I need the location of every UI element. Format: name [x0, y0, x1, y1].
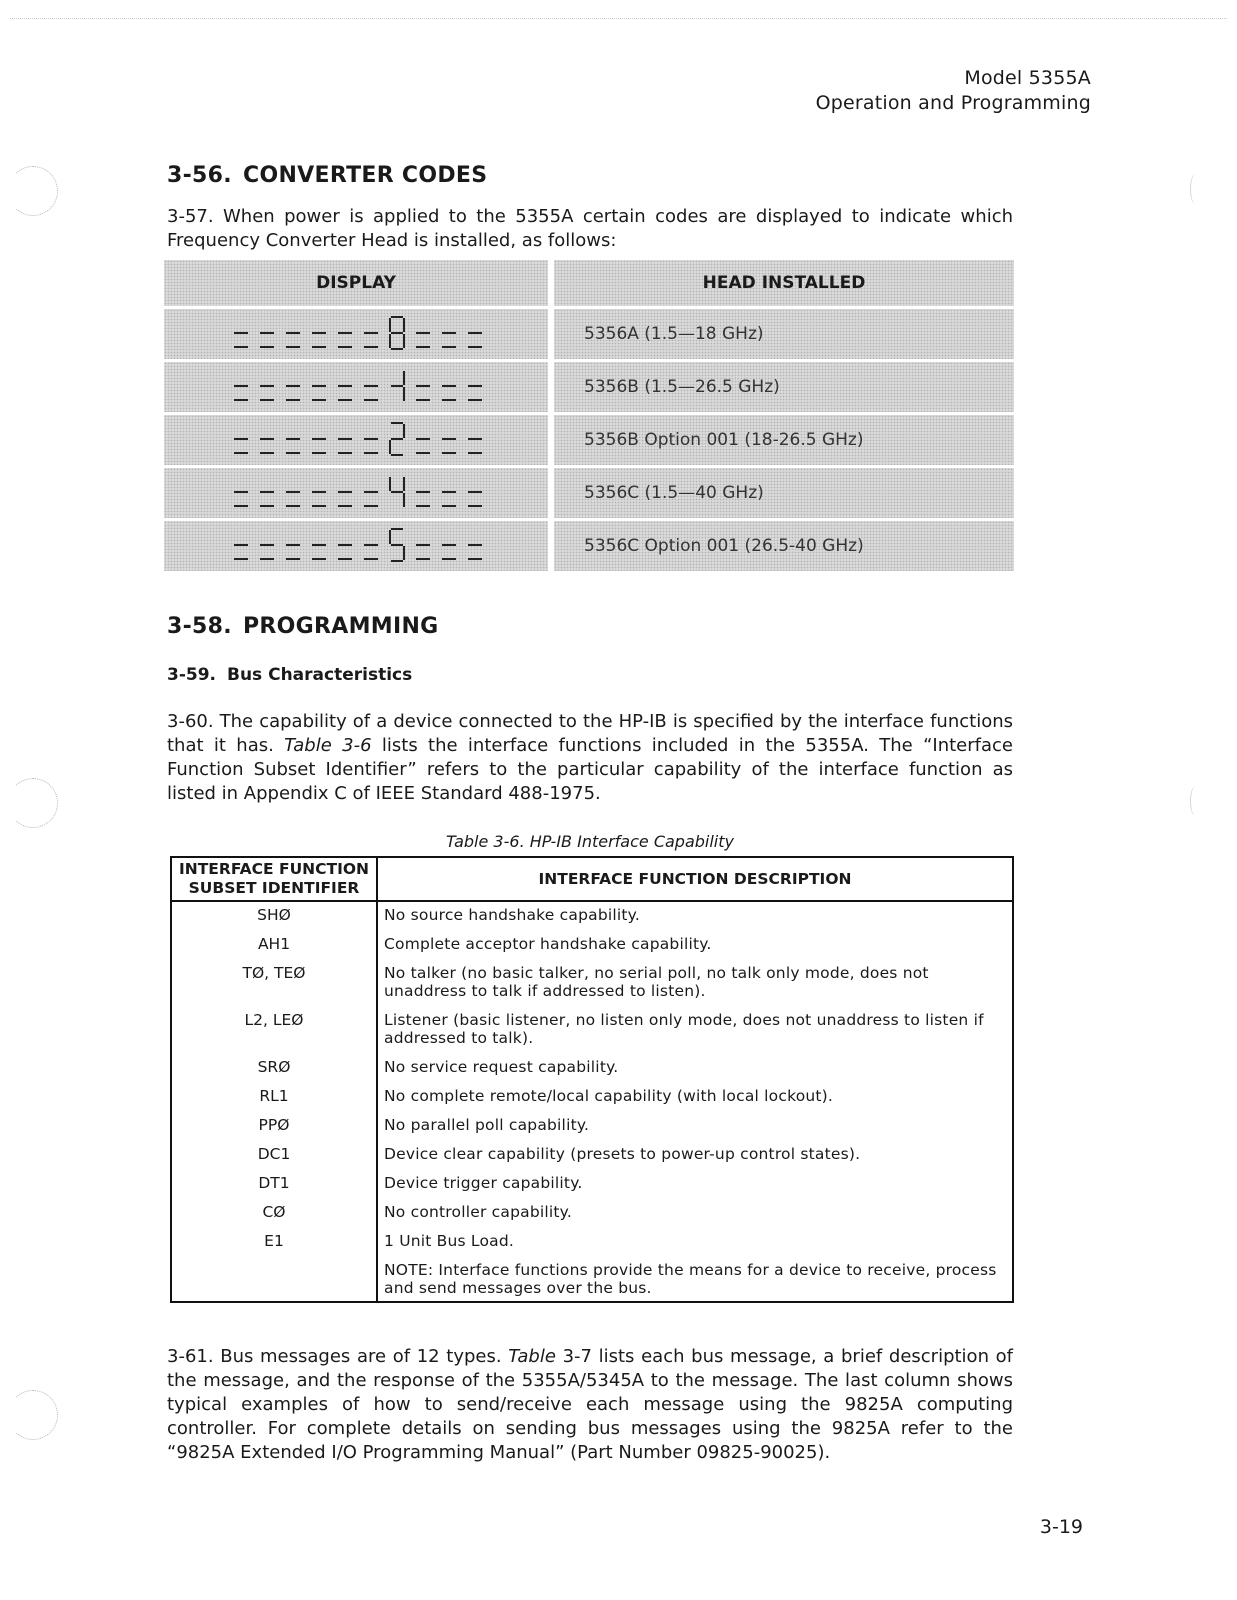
paragraph-text: lists the interface functions included in the 5355A. The “Interface Function Subset Identifier” refers to the particular capability of the interface function as listed in Appendix C of IEEE Standard 488-1975. — [167, 735, 1013, 804]
seven-segment-display — [232, 525, 502, 565]
subset-identifier — [171, 1261, 377, 1302]
punch-hole-mark — [8, 1390, 58, 1440]
table-row — [171, 1116, 1013, 1145]
subset-identifier: L2, LEØ — [171, 1011, 377, 1058]
function-description: Listener (basic listener, no listen only mode, does not unaddress to listen if addressed to talk). — [384, 1011, 984, 1047]
hpib-interface-capability-table — [170, 856, 1014, 1303]
function-description: No complete remote/local capability (with local lockout). — [384, 1087, 834, 1105]
section-number: 3-58. — [167, 614, 232, 639]
section-title: PROGRAMMING — [243, 614, 439, 639]
header-line: INTERFACE FUNCTION — [178, 860, 369, 878]
header-model: Model 5355A — [964, 67, 1091, 89]
converter-row — [164, 415, 1014, 465]
seven-segment-display — [232, 472, 502, 512]
seven-segment-display — [232, 366, 502, 406]
head-installed-cell: 5356A (1.5—18 GHz) — [554, 309, 1014, 359]
subset-identifier: SHØ — [171, 901, 377, 935]
table-row — [171, 1087, 1013, 1116]
table-row — [171, 1058, 1013, 1087]
page-number: 3-19 — [1039, 1516, 1083, 1538]
scan-edge — [10, 18, 1227, 19]
subset-identifier: CØ — [171, 1203, 377, 1232]
table-row — [171, 1145, 1013, 1174]
paragraph-text: 3-7 lists each bus message, a brief description of the message, and the response of the 5355A/5345A to the message. The last column shows typical examples of how to send/receive each message using the 9825A computing controller. For complete details on sending bus messages using the 9825A refer to the “9825A Extended I/O Programming Manual” (Part Number 09825-90025). — [167, 1346, 1013, 1463]
function-description: Device trigger capability. — [384, 1174, 583, 1192]
function-description: 1 Unit Bus Load. — [384, 1232, 515, 1250]
seven-segment-display — [232, 313, 502, 353]
function-description-header: INTERFACE FUNCTION DESCRIPTION — [377, 857, 1013, 901]
section-number: 3-56. — [167, 163, 232, 188]
margin-mark — [1190, 174, 1201, 204]
table-row — [171, 1232, 1013, 1261]
display-cell — [164, 468, 548, 518]
function-description: No service request capability. — [384, 1058, 619, 1076]
head-installed-cell: 5356C Option 001 (26.5-40 GHz) — [554, 521, 1014, 571]
table-reference: Table — [508, 1346, 556, 1367]
header-line: SUBSET IDENTIFIER — [188, 879, 360, 897]
paragraph-text: 3-60. The capability of a device connected to the HP-IB is specified by the interface functions that it has. — [167, 711, 1013, 756]
table-row — [171, 901, 1013, 935]
subset-identifier: E1 — [171, 1232, 377, 1261]
page-header — [816, 66, 1091, 116]
table-row — [171, 1174, 1013, 1203]
paragraph-3-61 — [167, 1345, 1013, 1465]
subset-identifier: TØ, TEØ — [171, 964, 377, 1011]
head-installed-cell: 5356C (1.5—40 GHz) — [554, 468, 1014, 518]
header-subtitle: Operation and Programming — [815, 92, 1091, 114]
converter-table-header — [164, 260, 1014, 306]
converter-row — [164, 362, 1014, 412]
converter-row — [164, 468, 1014, 518]
margin-mark — [1190, 786, 1201, 816]
subset-identifier: PPØ — [171, 1116, 377, 1145]
subsection-title: Bus Characteristics — [227, 665, 413, 685]
subsection-number: 3-59. — [167, 665, 216, 685]
converter-row — [164, 309, 1014, 359]
display-cell — [164, 362, 548, 412]
subset-identifier-header — [171, 857, 377, 901]
subset-identifier: SRØ — [171, 1058, 377, 1087]
table-reference: Table 3-6 — [284, 735, 372, 756]
table-caption: Table 3-6. HP-IB Interface Capability — [446, 832, 734, 851]
paragraph-text: 3-61. Bus messages are of 12 types. — [167, 1346, 509, 1367]
table-row — [171, 935, 1013, 964]
paragraph-3-60 — [167, 710, 1013, 806]
section-heading-converter-codes — [167, 163, 487, 188]
punch-hole-mark — [8, 778, 58, 828]
function-description: No controller capability. — [384, 1203, 572, 1221]
head-installed-cell: 5356B Option 001 (18-26.5 GHz) — [554, 415, 1014, 465]
table-row — [171, 1011, 1013, 1058]
subset-identifier: DT1 — [171, 1174, 377, 1203]
display-cell — [164, 521, 548, 571]
punch-hole-mark — [8, 166, 58, 216]
subset-identifier: RL1 — [171, 1087, 377, 1116]
display-column-header: DISPLAY — [164, 260, 548, 306]
table-header-row — [171, 857, 1013, 901]
subset-identifier: AH1 — [171, 935, 377, 964]
converter-codes-table — [164, 260, 1014, 574]
function-description: No talker (no basic talker, no serial poll, no talk only mode, does not unaddress to talk if addressed to listen). — [384, 964, 929, 1000]
table-row — [171, 1203, 1013, 1232]
head-installed-column-header: HEAD INSTALLED — [554, 260, 1014, 306]
section-heading-programming — [167, 614, 439, 639]
paragraph-3-57: 3-57. When power is applied to the 5355A certain codes are displayed to indicate which Frequency Converter Head is installed, as follows: — [167, 206, 1013, 251]
seven-segment-display — [232, 419, 502, 459]
display-cell — [164, 415, 548, 465]
table-row-note — [171, 1261, 1013, 1302]
table-note: NOTE: Interface functions provide the means for a device to receive, process and send messages over the bus. — [384, 1261, 997, 1297]
subset-identifier: DC1 — [171, 1145, 377, 1174]
function-description: Device clear capability (presets to power-up control states). — [384, 1145, 861, 1163]
section-title: CONVERTER CODES — [243, 163, 488, 188]
function-description: Complete acceptor handshake capability. — [384, 935, 712, 953]
function-description: No source handshake capability. — [384, 906, 640, 924]
display-cell — [164, 309, 548, 359]
head-installed-cell: 5356B (1.5—26.5 GHz) — [554, 362, 1014, 412]
function-description: No parallel poll capability. — [384, 1116, 590, 1134]
table-row — [171, 964, 1013, 1011]
converter-row — [164, 521, 1014, 571]
subsection-heading-bus-characteristics — [167, 665, 412, 685]
